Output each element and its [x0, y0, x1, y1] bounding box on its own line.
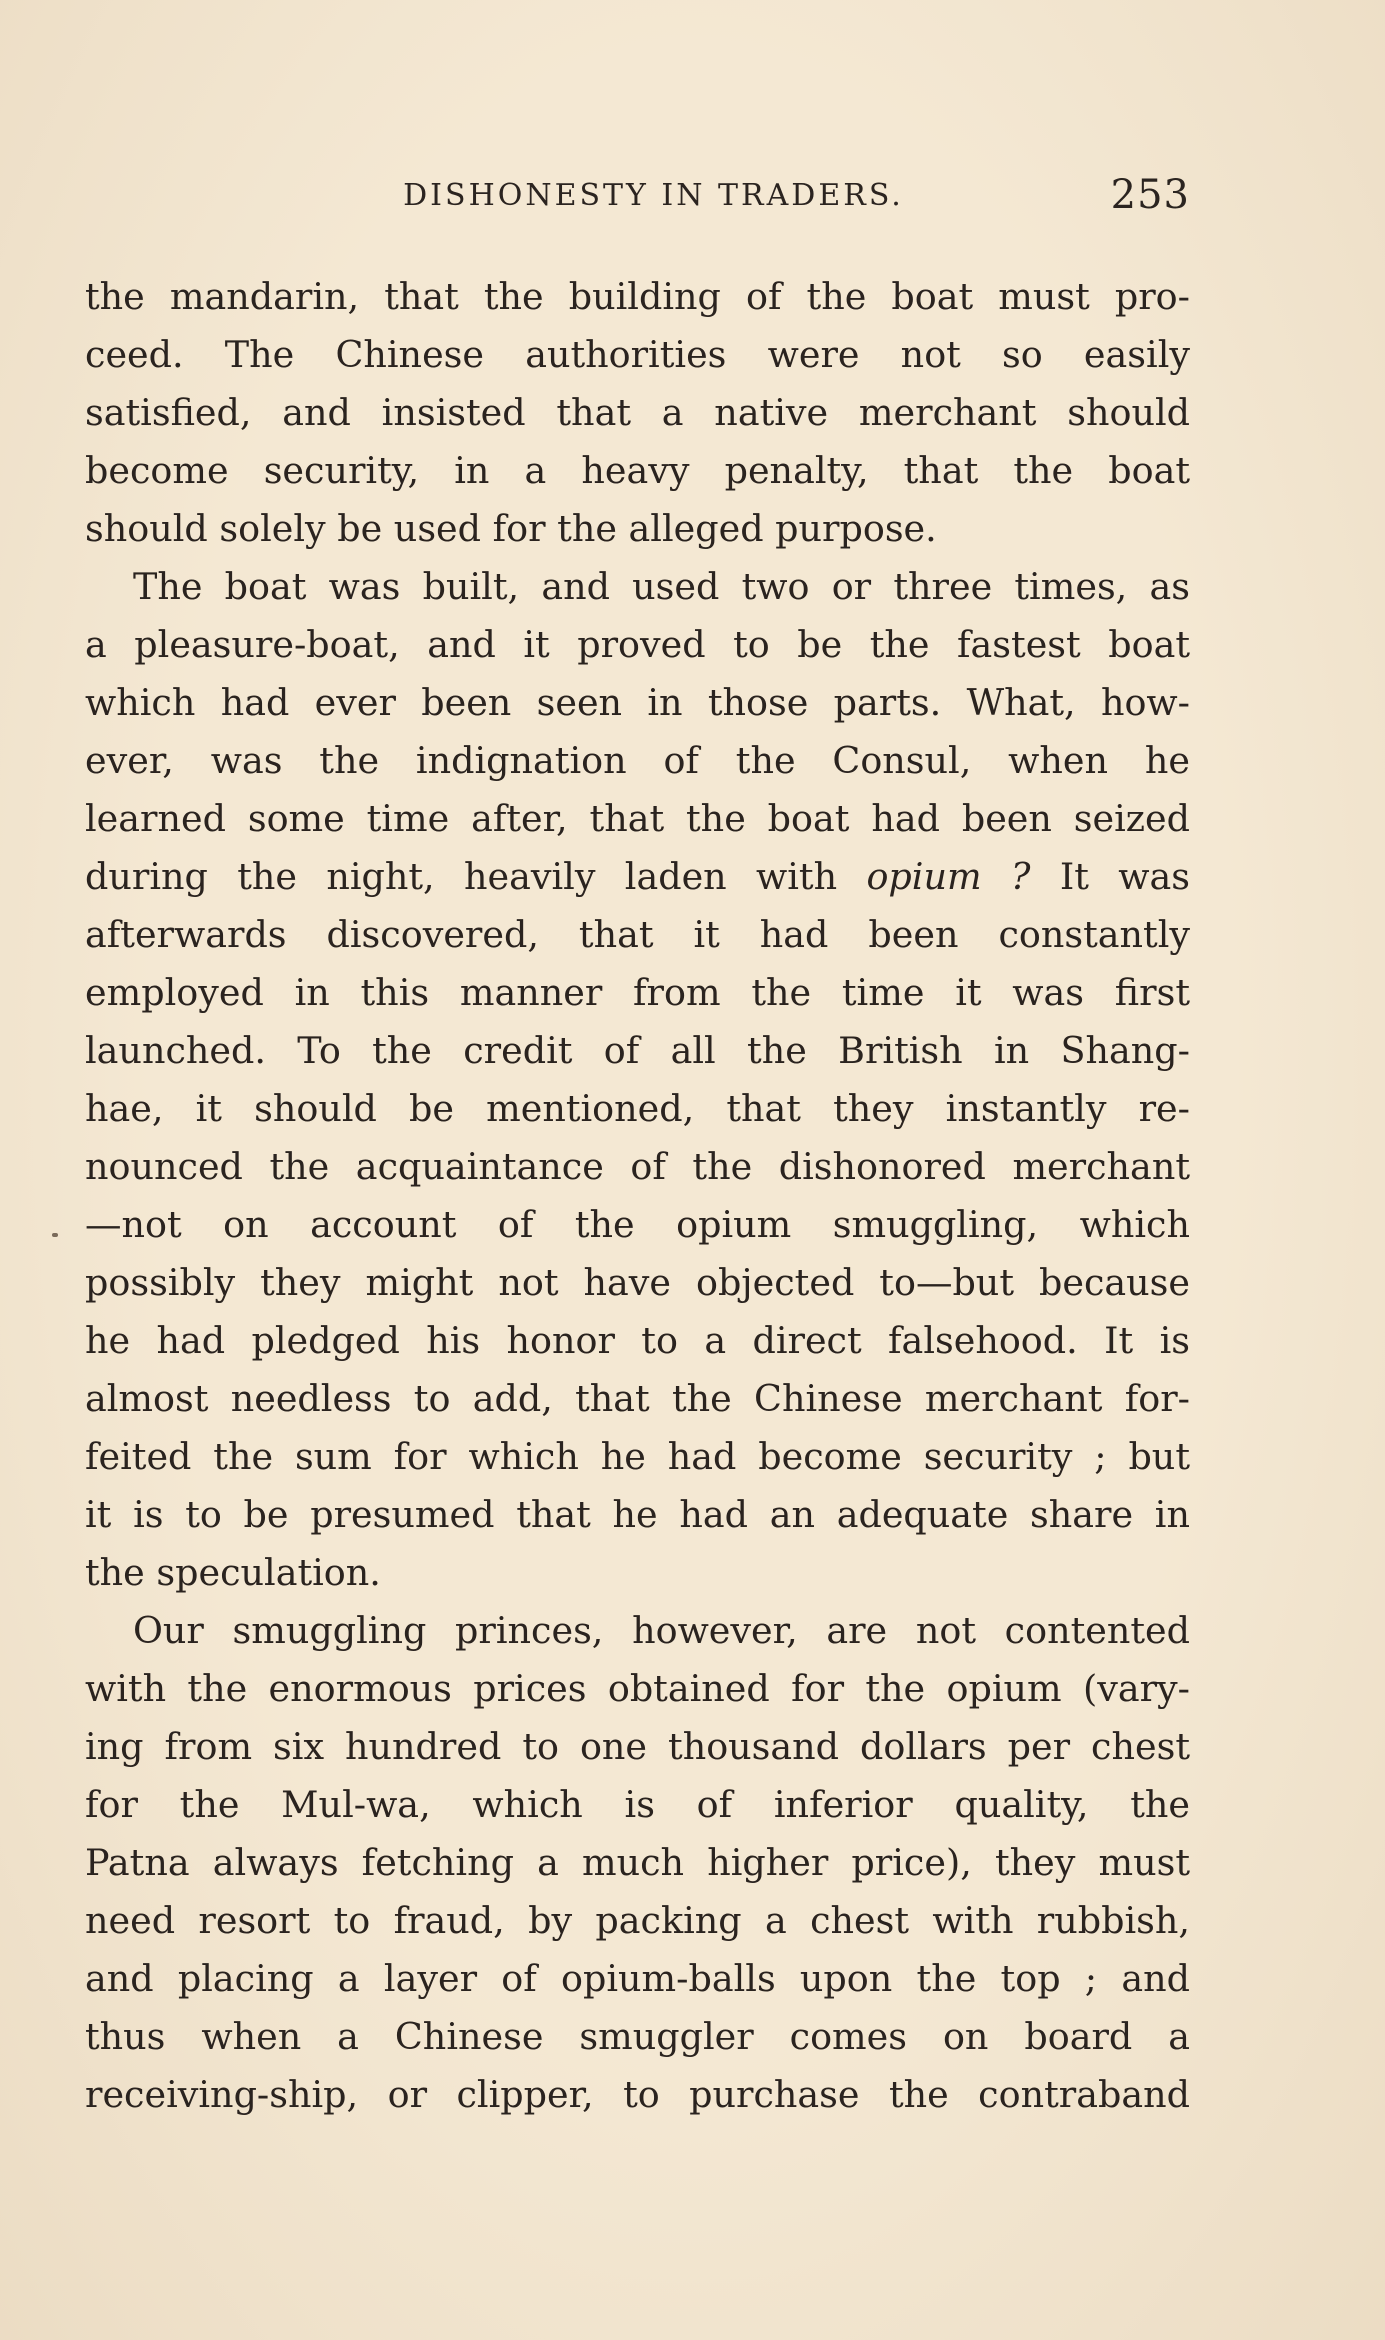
- text-line: ing from six hundred to one thousand dollars per chest: [85, 1725, 1190, 1768]
- text-line: launched. To the credit of all the British in Shang-: [85, 1029, 1190, 1072]
- italic-word: opium ?: [866, 855, 1031, 898]
- text-line: should solely be used for the alleged purpose.: [85, 507, 937, 550]
- text-line: he had pledged his honor to a direct falsehood. It is: [85, 1319, 1190, 1362]
- text-line: satisfied, and insisted that a native merchant should: [85, 391, 1190, 434]
- text-line: for the Mul-wa, which is of inferior quality, the: [85, 1783, 1190, 1826]
- body-text: [85, 268, 1190, 2124]
- text-line: and placing a layer of opium-balls upon the top ; and: [85, 1957, 1190, 2000]
- text-line: ever, was the indignation of the Consul, when he: [85, 739, 1190, 782]
- text-line: the mandarin, that the building of the boat must pro-: [85, 275, 1190, 318]
- text-line: Our smuggling princes, however, are not contented: [133, 1609, 1190, 1652]
- text-line: —not on account of the opium smuggling, which: [85, 1203, 1190, 1246]
- text-segment: during the night, heavily laden with: [85, 855, 867, 898]
- text-line: feited the sum for which he had become security ; but: [85, 1435, 1190, 1478]
- text-line: it is to be presumed that he had an adequate share in: [85, 1493, 1190, 1536]
- text-line: nounced the acquaintance of the dishonored merchant: [85, 1145, 1190, 1188]
- text-line: employed in this manner from the time it was first: [85, 971, 1190, 1014]
- text-line: possibly they might not have objected to—but because: [85, 1261, 1190, 1304]
- page-number: 253: [1110, 172, 1190, 218]
- running-head: [85, 172, 1190, 232]
- text-line: need resort to fraud, by packing a chest with rubbish,: [85, 1899, 1190, 1942]
- text-line: which had ever been seen in those parts. What, how-: [85, 681, 1190, 724]
- text-segment: It was: [1030, 855, 1190, 898]
- text-line: receiving-ship, or clipper, to purchase the contraband: [85, 2073, 1190, 2116]
- text-line: hae, it should be mentioned, that they instantly re-: [85, 1087, 1190, 1130]
- text-line: almost needless to add, that the Chinese merchant for-: [85, 1377, 1190, 1420]
- running-title: DISHONESTY IN TRADERS.: [403, 178, 904, 213]
- text-line: a pleasure-boat, and it proved to be the fastest boat: [85, 623, 1190, 666]
- text-line: afterwards discovered, that it had been constantly: [85, 913, 1190, 956]
- text-line: ceed. The Chinese authorities were not so easily: [85, 333, 1190, 376]
- text-line: with the enormous prices obtained for the opium (vary-: [85, 1667, 1190, 1710]
- text-line: learned some time after, that the boat had been seized: [85, 797, 1190, 840]
- text-line: thus when a Chinese smuggler comes on board a: [85, 2015, 1190, 2058]
- text-line: the speculation.: [85, 1551, 381, 1594]
- margin-speck: [52, 1233, 58, 1237]
- text-line: become security, in a heavy penalty, that the boat: [85, 449, 1190, 492]
- text-line: The boat was built, and used two or three times, as: [133, 565, 1190, 608]
- text-line-with-italic: [85, 848, 1190, 906]
- text-line: Patna always fetching a much higher price), they must: [85, 1841, 1190, 1884]
